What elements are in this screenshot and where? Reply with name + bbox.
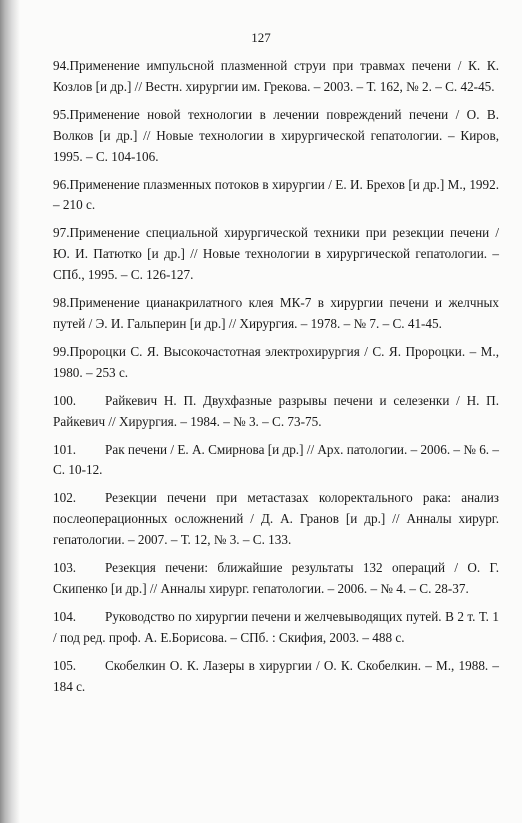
reference-item (53, 105, 499, 168)
reference-text: Резекция печени: ближайшие результаты 132 операций / О. Г. Скипенко [и др.] // Анналы хирург. гепатологии. – 2006. – № 4. – С. 28-37. (53, 560, 499, 596)
reference-item (53, 558, 499, 600)
reference-text: Райкевич Н. П. Двухфазные разрывы печени и селезенки / Н. П. Райкевич // Хирургия. – 1984. – № 3. – С. 73-75. (53, 392, 499, 429)
reference-text: Руководство по хирургии печени и желчевыводящих путей. В 2 т. Т. 1 / под ред. проф. А. Е.Борисова. – СПб. : Скифия, 2003. – 488 с. (53, 608, 499, 645)
reference-number: 103. (53, 560, 77, 576)
reference-number: 101. (53, 441, 77, 457)
reference-number: 98. (53, 295, 70, 311)
reference-text: Применение импульсной плазменной струи при травмах печени / К. К. Козлов [и др.] // Вестн. хирургии им. Грекова. – 2003. – Т. 162, № 2. – С. 42-45. (53, 58, 499, 94)
reference-text: Рак печени / Е. А. Смирнова [и др.] // Арх. патологии. – 2006. – № 6. – С. 10-12. (53, 441, 499, 478)
reference-number: 100. (53, 392, 77, 408)
reference-text: Применение новой технологии в лечении повреждений печени / О. В. Волков [и др.] // Новые технологии в хирургической гепатологии. – Киров, 1995. – С. 104-106. (53, 106, 499, 164)
page-edge-shadow (0, 0, 20, 823)
reference-item (53, 607, 499, 649)
reference-list (53, 56, 499, 704)
reference-item (53, 342, 499, 384)
reference-text: Применение плазменных потоков в хирургии / Е. И. Брехов [и др.] М., 1992. – 210 с. (53, 176, 499, 213)
reference-text: Скобелкин О. К. Лазеры в хирургии / О. К. Скобелкин. – М., 1988. – 184 с. (53, 657, 499, 694)
reference-item (53, 440, 499, 482)
reference-item (53, 293, 499, 335)
reference-item (53, 56, 499, 98)
reference-text: Применение цианакрилатного клея МК-7 в хирургии печени и желчных путей / Э. И. Гальперин [и др.] // Хирургия. – 1978. – № 7. – С. 41-45. (53, 295, 499, 331)
reference-number: 94. (53, 58, 70, 73)
reference-item (53, 488, 499, 551)
reference-text: Применение специальной хирургической техники при резекции печени / Ю. И. Патютко [и др.] // Новые технологии в хирургической гепатологии. – СПб., 1995. – С. 126-127. (53, 225, 499, 283)
reference-number: 99. (53, 343, 70, 359)
reference-number: 96. (53, 176, 70, 192)
reference-item (53, 391, 499, 433)
reference-number: 95. (53, 106, 70, 122)
page-number: 127 (251, 30, 271, 45)
reference-number: 105. (53, 657, 77, 673)
reference-number: 104. (53, 608, 77, 624)
reference-item (53, 656, 499, 698)
reference-text: Резекции печени при метастазах колоректального рака: анализ послеоперационных осложнений / Д. А. Гранов [и др.] // Анналы хирург. гепатологии. – 2007. – Т. 12, № 3. – С. 133. (53, 490, 499, 548)
reference-number: 97. (53, 225, 70, 241)
reference-text: Пророцки С. Я. Высокочастотная электрохирургия / С. Я. Пророцки. – М., 1980. – 253 с. (53, 343, 499, 380)
reference-number: 102. (53, 490, 77, 506)
reference-item (53, 175, 499, 217)
reference-item (53, 223, 499, 286)
